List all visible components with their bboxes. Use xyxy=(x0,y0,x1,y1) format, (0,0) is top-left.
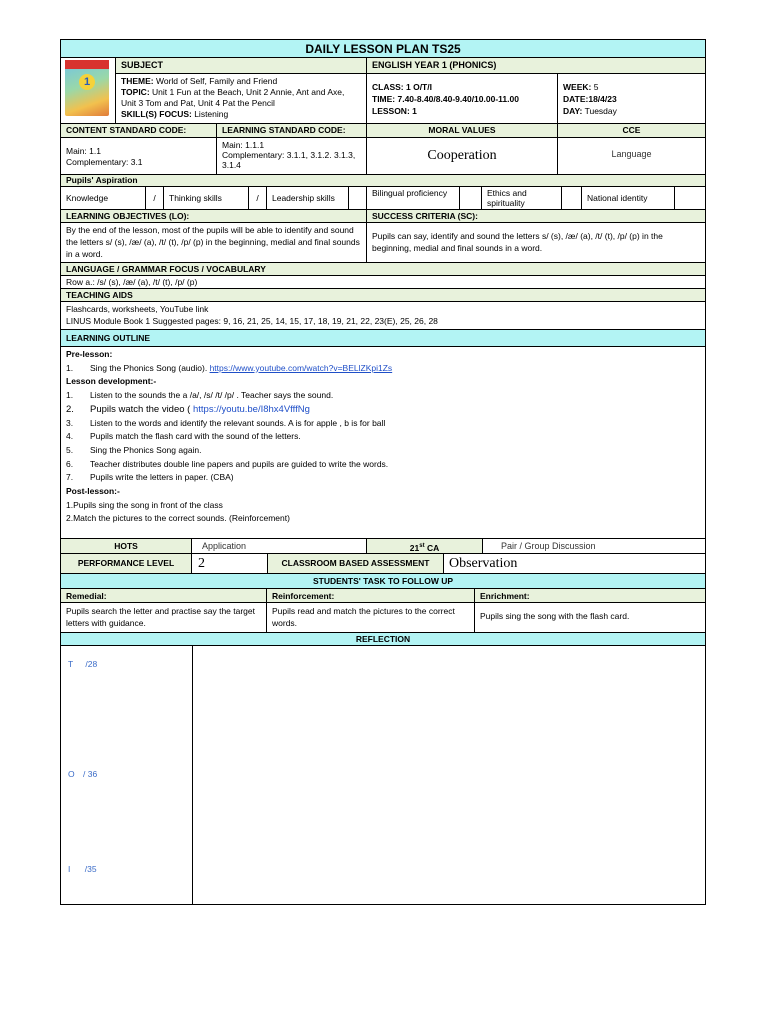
aspiration-ethics-mark xyxy=(562,187,582,209)
class-time-cell xyxy=(367,74,558,123)
dev-item-number: 3. xyxy=(66,417,74,428)
hots-row xyxy=(60,539,706,554)
aspiration-national: National identity xyxy=(582,187,675,209)
task-sub-header-row xyxy=(60,589,706,603)
textbook-cover-image xyxy=(65,60,109,116)
aspiration-thinking-mark: / xyxy=(249,187,267,209)
reflection-total: /35 xyxy=(84,864,97,874)
textbook-cover-cell xyxy=(61,58,116,123)
reinforcement-label: Reinforcement: xyxy=(267,589,475,602)
ca21-label-number: 21 xyxy=(409,542,420,553)
skill-label: SKILL(S) FOCUS: xyxy=(121,109,192,119)
reflection-notes-cell[interactable] xyxy=(193,646,705,904)
pre-lesson-youtube-link[interactable]: https://www.youtube.com/watch?v=BELlZKpi1Zs xyxy=(209,362,393,373)
content-standard-label: CONTENT STANDARD CODE: xyxy=(61,124,217,137)
dev-item xyxy=(66,403,700,417)
content-main: Main: 1.1 xyxy=(66,146,101,156)
task-header-row xyxy=(60,574,706,589)
aids-row xyxy=(60,302,706,330)
enrichment-label: Enrichment: xyxy=(480,591,530,601)
lesson-line: LESSON: 1 xyxy=(372,106,417,116)
outline-label: LEARNING OUTLINE xyxy=(66,333,151,343)
performance-value: 2 xyxy=(192,554,268,573)
aspiration-national-mark xyxy=(675,187,705,209)
sc-text: Pupils can say, identify and sound the letters s/ (s), /æ/ (a), /t/ (t), /p/ (p) in the beginning, medial and final sounds in a word. xyxy=(372,231,663,253)
dev-item-number: 1. xyxy=(66,390,74,401)
reflection-total: / 36 xyxy=(83,769,98,779)
reinforcement-text: Pupils read and match the pictures to the correct words. xyxy=(267,603,475,632)
topic-value: Unit 1 Fun at the Beach, Unit 2 Annie, Ant and Axe, Unit 3 Tom and Pat, Unit 4 Pat the Pencil xyxy=(121,87,345,108)
moral-values-label: MORAL VALUES xyxy=(367,124,558,137)
pre-lesson-item-number: 1. xyxy=(66,362,74,373)
class-line: CLASS: 1 O/T/I xyxy=(372,82,432,92)
reflection-class-i xyxy=(68,864,97,875)
aspiration-knowledge: Knowledge xyxy=(61,187,146,209)
page-title: DAILY LESSON PLAN TS25 xyxy=(305,42,461,56)
enrichment-text: Pupils sing the song with the flash card. xyxy=(480,611,630,621)
dev-item-text: Pupils write the letters in paper. (CBA) xyxy=(90,472,234,483)
subject-block xyxy=(60,58,706,124)
learning-standard-cell xyxy=(217,138,367,174)
lo-sc-row xyxy=(60,223,706,263)
skill-value: Listening xyxy=(194,109,229,119)
reflection-class-t xyxy=(68,659,97,670)
cba-value: Observation xyxy=(449,556,518,571)
learning-main: Main: 1.1.1 xyxy=(222,140,265,150)
task-label: STUDENTS' TASK TO FOLLOW UP xyxy=(312,576,454,586)
aspiration-ethics: Ethics and spirituality xyxy=(482,187,562,209)
reflection-header-row xyxy=(60,633,706,646)
lo-label: LEARNING OBJECTIVES (LO): xyxy=(61,210,367,222)
remedial-text: Pupils search the letter and practise say the target letters with guidance. xyxy=(61,603,267,632)
aspiration-leadership: Leadership skills xyxy=(267,187,349,209)
post-lesson-item: 1.Pupils sing the song in front of the class xyxy=(66,499,223,510)
performance-label: PERFORMANCE LEVEL xyxy=(61,554,192,573)
hots-label: HOTS xyxy=(61,539,192,553)
lo-text: By the end of the lesson, most of the pupils will be able to identify and sound the letters s/ (s), /æ/ (a), /t/ (t), /p/ (p) in the beginning, medial and final sounds in a word. xyxy=(61,223,367,262)
dev-item-number: 2. xyxy=(66,403,74,415)
topic-label: TOPIC: xyxy=(121,87,150,97)
reflection-class: O xyxy=(68,769,75,779)
standards-header-row xyxy=(60,124,706,138)
language-text: Row a.: /s/ (s), /æ/ (a), /t/ (t), /p/ (p) xyxy=(66,277,198,287)
lo-sc-header-row xyxy=(60,210,706,223)
day-label: DAY: xyxy=(563,106,583,116)
reflection-class: T xyxy=(68,659,74,669)
aspiration-leadership-mark xyxy=(349,187,367,209)
dev-item-text: Sing the Phonics Song again. xyxy=(90,444,202,455)
dev-item-number: 6. xyxy=(66,458,74,469)
reflection-attendance-cell xyxy=(61,646,193,904)
cce-value: Language xyxy=(611,149,652,159)
content-complementary: Complementary: 3.1 xyxy=(66,157,143,167)
theme-label: THEME: xyxy=(121,76,154,86)
dev-item-text: Pupils watch the video ( xyxy=(90,403,191,415)
learning-complementary: Complementary: 3.1.1, 3.1.2. 3.1.3, 3.1.4 xyxy=(222,150,356,170)
week-value: 5 xyxy=(593,82,599,92)
standards-values-row xyxy=(60,138,706,175)
theme-value: World of Self, Family and Friend xyxy=(155,76,278,86)
aspiration-bilingual: Bilingual proficiency xyxy=(367,187,460,209)
date-line: DATE:18/4/23 xyxy=(563,94,617,104)
aspiration-header-row xyxy=(60,175,706,187)
language-header-row xyxy=(60,263,706,276)
week-label: WEEK: xyxy=(563,82,592,92)
hots-value: Application xyxy=(192,539,367,553)
dev-item-number: 5. xyxy=(66,444,74,455)
video-link[interactable]: https://youtu.be/I8hx4VfffNg xyxy=(192,403,310,415)
dev-item xyxy=(66,417,700,431)
dev-item-number: 7. xyxy=(66,472,74,483)
subject-left xyxy=(116,58,367,123)
aspiration-knowledge-mark: / xyxy=(146,187,164,209)
sc-label: SUCCESS CRITERIA (SC): xyxy=(372,211,478,221)
aids-line-2: LINUS Module Book 1 Suggested pages: 9, 16, 21, 25, 14, 15, 17, 18, 19, 21, 22, 23(E), 25, 26, 28 xyxy=(66,316,438,326)
day-value: Tuesday xyxy=(584,106,617,116)
cba-label: CLASSROOM BASED ASSESSMENT xyxy=(268,554,444,573)
dev-item xyxy=(66,458,700,472)
aspiration-bilingual-mark xyxy=(460,187,482,209)
dev-item-text: Listen to the words and identify the relevant sounds. A is for apple , b is for ball xyxy=(90,417,386,428)
dev-item-number: 4. xyxy=(66,431,74,442)
pre-lesson-item-text: Sing the Phonics Song (audio). xyxy=(90,362,208,373)
dev-item xyxy=(66,471,700,485)
dev-item xyxy=(66,444,700,458)
task-values-row xyxy=(60,603,706,633)
aspiration-thinking: Thinking skills xyxy=(164,187,249,209)
reflection-total: /28 xyxy=(85,659,98,669)
week-date-cell xyxy=(558,74,705,123)
ca21-label-suffix: CA xyxy=(424,542,440,553)
dev-item xyxy=(66,430,700,444)
aids-cell xyxy=(61,302,705,329)
performance-row xyxy=(60,554,706,574)
reflection-label: REFLECTION xyxy=(355,634,411,644)
moral-value: Cooperation xyxy=(367,138,558,174)
outline-cell xyxy=(61,347,705,538)
pre-lesson-label: Pre-lesson: xyxy=(66,349,113,359)
reflection-class-o xyxy=(68,769,97,780)
dev-item xyxy=(66,389,700,403)
content-standard-cell xyxy=(61,138,217,174)
title-row xyxy=(60,39,706,58)
aspiration-row xyxy=(60,187,706,210)
language-row xyxy=(60,276,706,289)
subject-label: SUBJECT xyxy=(116,58,366,74)
cce-label: CCE xyxy=(622,125,641,135)
remedial-label: Remedial: xyxy=(61,589,267,602)
outline-row xyxy=(60,347,706,539)
dev-item-text: Pupils match the flash card with the sound of the letters. xyxy=(90,431,301,442)
lesson-development-label: Lesson development:- xyxy=(66,376,157,387)
dev-item-text: Teacher distributes double line papers and pupils are guided to write the words. xyxy=(90,458,389,469)
book-cover-number: 1 xyxy=(79,74,95,90)
aids-label: TEACHING AIDS xyxy=(66,290,133,300)
lesson-plan-sheet xyxy=(60,39,706,905)
time-line: TIME: 7.40-8.40/8.40-9.40/10.00-11.00 xyxy=(372,94,519,104)
language-label: LANGUAGE / GRAMMAR FOCUS / VOCABULARY xyxy=(66,264,266,274)
outline-header-row xyxy=(60,330,706,347)
reflection-row xyxy=(60,646,706,905)
theme-topic-cell xyxy=(116,74,366,122)
subject-right xyxy=(367,58,705,123)
pre-lesson-item xyxy=(66,362,700,376)
post-lesson-item: 2.Match the pictures to the correct sounds. (Reinforcement) xyxy=(66,513,290,524)
ca21-value: Pair / Group Discussion xyxy=(501,541,596,551)
aids-header-row xyxy=(60,289,706,302)
aspiration-label: Pupils' Aspiration xyxy=(66,175,138,185)
ca21-label-sup: st xyxy=(419,543,425,549)
subject-value: ENGLISH YEAR 1 (PHONICS) xyxy=(367,58,705,74)
reflection-class: I xyxy=(68,864,71,874)
post-lesson-label: Post-lesson:- xyxy=(66,486,120,497)
ca21-label xyxy=(367,539,483,553)
learning-standard-label: LEARNING STANDARD CODE: xyxy=(217,124,367,137)
dev-item-text: Listen to the sounds the a /a/, /s/ /t/ /p/ . Teacher says the sound. xyxy=(90,390,334,401)
aids-line-1: Flashcards, worksheets, YouTube link xyxy=(66,304,209,314)
